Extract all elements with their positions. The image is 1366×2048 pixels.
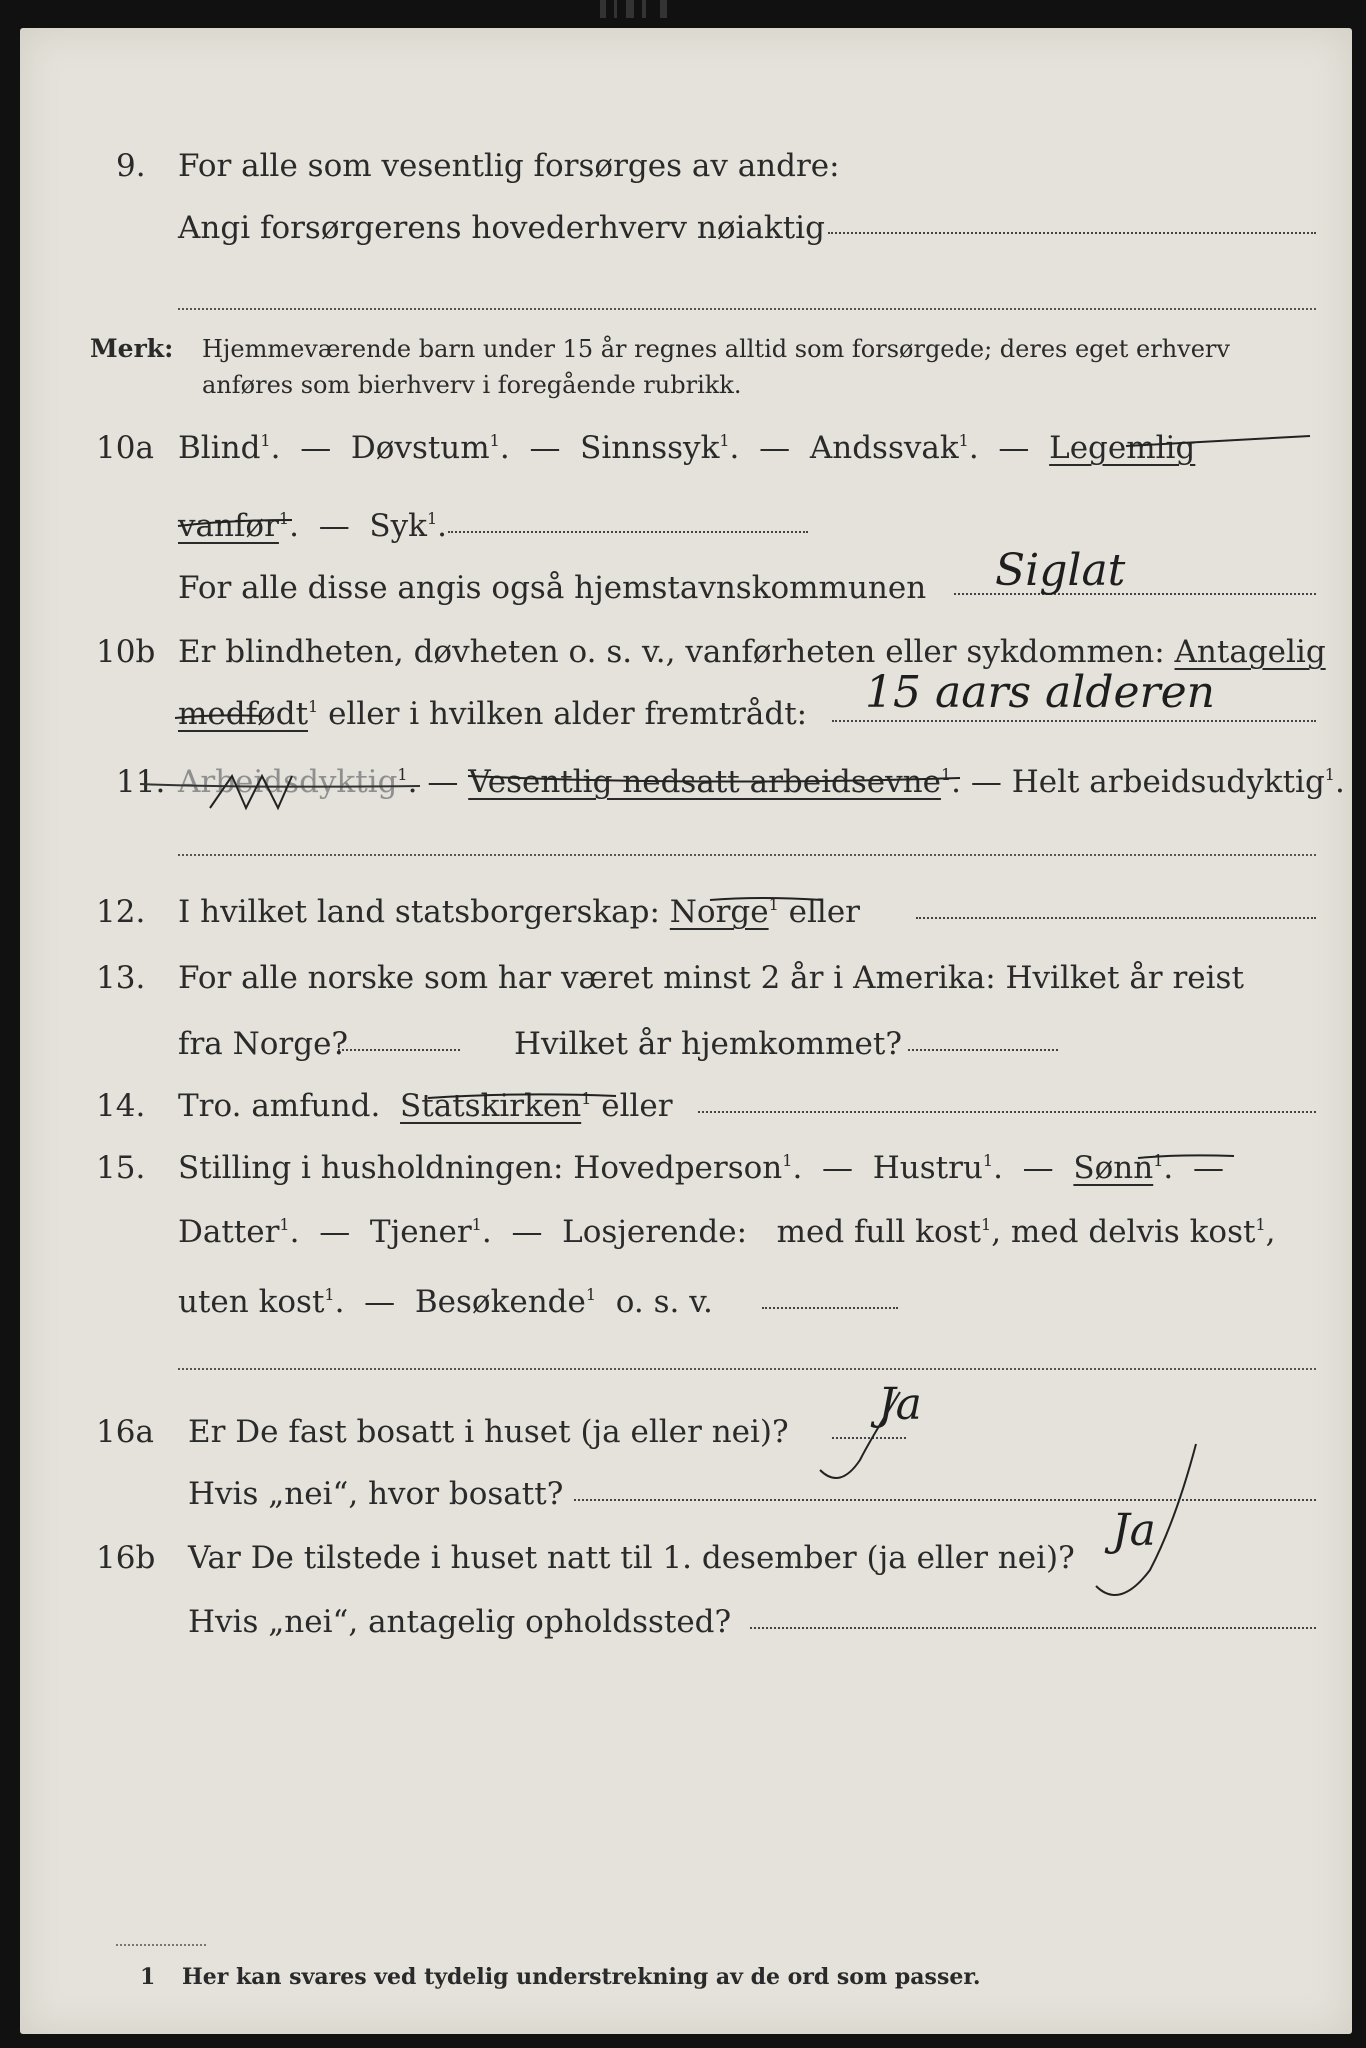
handwritten-alder: 15 aars alderen [865,667,1215,718]
option-hustru: Hustru [872,1150,983,1186]
q12-number: 12. [96,894,146,930]
merk-line-2: anføres som bierhverv i foregående rubrikk. [202,371,742,399]
underline-sonn-stroke [1138,1155,1234,1158]
q15-line-2: Datter$^1$. — Tjener$^1$. — Losjerende: med full kost$^1$, med delvis kost$^1$, [178,1214,1276,1250]
option-dovstum: Døvstum [350,430,490,466]
merk-label: Merk: [90,334,174,363]
q14-number: 14. [96,1088,146,1124]
underline-legemlig-stroke [1126,436,1310,446]
option-full-kost: med full kost [776,1214,981,1250]
q10b-line-1: Er blindheten, døvheten o. s. v., vanførheten eller sykdommen: Antagelig [178,634,1326,670]
footnote-text: Her kan svares ved tydelig understrekning av de ord som passer. [182,1964,981,1990]
option-antagelig: Antagelig [1174,634,1326,670]
option-blind: Blind [178,430,261,466]
option-andssvak: Andssvak [809,430,959,466]
arbeidsdyktig-scribble-2 [210,776,292,808]
q15-number: 15. [96,1150,146,1186]
option-statskirken: Statskirken [400,1088,582,1124]
q11-number: 11. [116,764,166,800]
scan-mark [660,0,667,18]
option-helt-arbeidsudyktig: Helt arbeidsudyktig [1011,764,1325,800]
q10a-hjemstavn-question: For alle disse angis også hjemstavnskommunen [178,570,927,606]
scan-mark [614,0,617,18]
q9-question: For alle som vesentlig forsørges av andre: [178,148,840,184]
ja-tail-stroke-16b [1096,1444,1196,1595]
underline-medfodt-stroke [175,715,262,718]
q12-line: I hvilket land statsborgerskap: Norge$^1$ eller [178,894,860,930]
option-vanfor: vanfør [178,508,279,544]
q16b-subquestion: Hvis „nei“, antagelig opholdssted? [188,1604,732,1640]
q16b-question: Var De tilstede i huset natt til 1. desember (ja eller nei)? [188,1540,1075,1576]
ja-tail-stroke-16a [820,1392,900,1478]
q10a-number: 10a [96,430,154,466]
scan-mark [600,0,606,18]
q16a-question: Er De fast bosatt i huset (ja eller nei)? [188,1414,789,1450]
underline-vesentlig-stroke [468,776,960,782]
q13-line-1: For alle norske som har været minst 2 år i Amerika: Hvilket år reist [178,960,1244,996]
handwritten-hjemstavn: Siglat [995,545,1126,596]
q9-number: 9. [116,148,146,184]
q10b-line-2: medfødt$^1$ eller i hvilken alder fremtrådt: [178,696,808,732]
option-legemlig: Legemlig [1049,430,1196,466]
arbeidsdyktig-scribble [140,784,420,787]
option-tjener: Tjener [369,1214,472,1250]
option-norge: Norge [669,894,769,930]
scan-mark [626,0,634,18]
option-delvis-kost: med delvis kost [1010,1214,1256,1250]
underline-vanfor-stroke [178,520,292,526]
q13-hjemkommet-label: Hvilket år hjemkommet? [514,1026,902,1062]
q15-line-1: Stilling i husholdningen: Hovedperson$^1$. — Hustru$^1$. — Sønn$^1$. — [178,1150,1224,1186]
q9-subquestion: Angi forsørgerens hovederhverv nøiaktig [178,210,825,246]
q13-number: 13. [96,960,146,996]
option-sinnssyk: Sinnssyk [580,430,720,466]
q14-line: Tro. amfund. Statskirken$^1$ eller [178,1088,673,1124]
option-sonn: Sønn [1073,1150,1154,1186]
option-arbeidsdyktig: Arbeidsdyktig [178,764,398,800]
option-datter: Datter [178,1214,280,1250]
option-vesentlig-nedsatt: Vesentlig nedsatt arbeidsevne [468,764,941,800]
q13-reist-label: fra Norge? [178,1026,349,1062]
option-syk: Syk [369,508,427,544]
q15-line-3: uten kost$^1$. — Besøkende$^1$ o. s. v. [178,1284,713,1320]
footnote-marker: 1 [140,1964,156,1990]
q16b-number: 16b [96,1540,156,1576]
q16a-subquestion: Hvis „nei“, hvor bosatt? [188,1476,564,1512]
option-besokende: Besøkende [414,1284,586,1320]
option-medfodt: medfødt [178,696,309,732]
q10b-number: 10b [96,634,156,670]
option-uten-kost: uten kost [178,1284,325,1320]
handwritten-q16a-answer: Ja [878,1379,922,1430]
handwritten-q16b-answer: Ja [1112,1505,1156,1556]
merk-line-1: Hjemmeværende barn under 15 år regnes alltid som forsørgede; deres eget erhverv [202,335,1230,363]
q11-line: Arbeidsdyktig$^1$. — Vesentlig nedsatt arbeidsevne$^1$. — Helt arbeidsudyktig$^1$. [178,764,1345,800]
q10a-line-1: Blind$^1$. — Døvstum$^1$. — Sinnssyk$^1$. — Andssvak$^1$. — Legemlig [178,430,1196,466]
q10a-line-2: vanfør$^1$. — Syk$^1$. [178,508,447,544]
scan-mark [642,0,646,18]
q16a-number: 16a [96,1414,154,1450]
underline-statskirken-stroke [428,1094,616,1098]
underline-norge-stroke [710,898,822,900]
